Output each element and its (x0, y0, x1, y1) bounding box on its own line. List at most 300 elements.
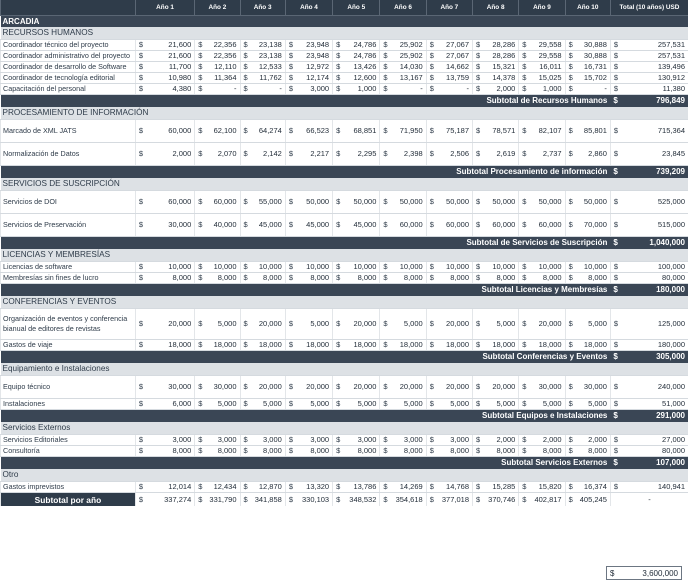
year-cell (473, 273, 519, 284)
year-cell (380, 482, 426, 493)
year-cell (333, 273, 380, 284)
cell-value: 2,000 (542, 435, 562, 444)
cell-value: 8,000 (542, 273, 562, 282)
currency-sign: $ (383, 73, 388, 82)
section-title: CONFERENCIAS Y EVENTOS (1, 296, 688, 309)
year-cell (380, 62, 426, 73)
cell-value: 8,000 (172, 273, 192, 282)
table-row (1, 40, 688, 51)
currency-sign: $ (383, 446, 388, 455)
year-cell (135, 40, 194, 51)
currency-sign: $ (198, 149, 203, 158)
subtotal-value: 796,849 (656, 96, 685, 105)
year-cell (240, 273, 285, 284)
cell-value: 8,000 (357, 446, 377, 455)
currency-sign: $ (288, 262, 293, 271)
currency-sign: $ (288, 482, 293, 491)
currency-sign: $ (429, 494, 434, 504)
year-cell (519, 73, 565, 84)
subtotal-label: Subtotal Procesamiento de información (1, 166, 611, 179)
year-cell (285, 273, 332, 284)
cell-value: 5,000 (310, 319, 330, 328)
table-row (1, 191, 688, 214)
per-year-cell (473, 493, 519, 507)
per-year-subtotal-row (1, 493, 688, 507)
cell-value: 50,000 (583, 197, 607, 206)
currency-sign: $ (522, 126, 527, 135)
currency-sign: $ (522, 73, 527, 82)
year-cell (426, 482, 472, 493)
cell-value: 337,274 (164, 494, 192, 504)
cell-value: 15,702 (583, 73, 607, 82)
cell-value: 1,000 (542, 84, 562, 93)
cell-value: 85,801 (583, 126, 607, 135)
year-cell (380, 446, 426, 457)
cell-value: 8,000 (263, 446, 282, 455)
year-cell (195, 399, 240, 410)
cell-value: 5,000 (217, 399, 237, 408)
subtotal-label: Subtotal Licencias y Membresías (1, 284, 611, 297)
cell-value: 20,000 (446, 382, 469, 391)
row-total-cell (610, 262, 688, 273)
year-cell (519, 262, 565, 273)
currency-sign: $ (383, 273, 388, 282)
year-cell (195, 51, 240, 62)
year-cell (135, 482, 194, 493)
currency-sign: $ (336, 197, 341, 206)
subtotal-value-cell (610, 237, 688, 250)
cell-value: 330,103 (301, 494, 330, 504)
section-title: RECURSOS HUMANOS (1, 27, 688, 40)
section-header (1, 422, 688, 435)
currency-sign: $ (198, 446, 203, 455)
currency-sign: $ (288, 149, 293, 158)
year-cell (565, 435, 610, 446)
cell-value: 80,000 (662, 273, 685, 282)
year-cell (195, 73, 240, 84)
year-header: Año 8 (473, 0, 519, 16)
currency-sign: $ (429, 382, 434, 391)
currency-sign: $ (613, 340, 619, 349)
year-cell (240, 309, 285, 340)
cell-value: 15,285 (492, 482, 516, 491)
currency-sign: $ (429, 446, 434, 455)
cell-value: 8,000 (496, 446, 516, 455)
currency-sign: $ (243, 149, 248, 158)
currency-sign: $ (613, 167, 618, 176)
year-cell (333, 214, 380, 237)
year-cell (135, 191, 194, 214)
row-total-cell (610, 51, 688, 62)
row-total-cell (610, 73, 688, 84)
cell-value: 2,000 (172, 149, 192, 158)
currency-sign: $ (613, 319, 619, 328)
cell-value: 29,558 (538, 51, 562, 60)
cell-value: 14,378 (492, 73, 516, 82)
currency-sign: $ (243, 126, 248, 135)
subtotal-value: 305,000 (656, 352, 685, 361)
currency-sign: $ (288, 494, 293, 504)
year-cell (565, 143, 610, 166)
cell-value: 29,558 (538, 40, 562, 49)
cell-value: 377,018 (441, 494, 469, 504)
year-cell (380, 191, 426, 214)
cell-value: 5,000 (542, 399, 562, 408)
currency-sign: $ (383, 262, 388, 271)
year-cell (380, 273, 426, 284)
currency-sign: $ (522, 262, 527, 271)
currency-sign: $ (336, 399, 341, 408)
cell-value: 30,000 (168, 220, 192, 229)
cell-value: 18,000 (353, 340, 377, 349)
year-cell (285, 73, 332, 84)
cell-value: 12,533 (258, 62, 282, 71)
currency-sign: $ (138, 40, 144, 49)
section-header (1, 249, 688, 262)
year-cell (473, 214, 519, 237)
year-header: Año 9 (519, 0, 565, 16)
currency-sign: $ (336, 494, 341, 504)
currency-sign: $ (476, 84, 481, 93)
cell-value: 5,000 (310, 399, 330, 408)
table-row (1, 482, 688, 493)
year-cell (240, 62, 285, 73)
year-cell (135, 73, 194, 84)
table-row (1, 84, 688, 95)
row-label: Servicios de DOI (1, 191, 136, 214)
currency-sign: $ (568, 382, 573, 391)
year-header: Año 10 (565, 0, 610, 16)
year-cell (473, 51, 519, 62)
cell-value: 25,902 (399, 51, 423, 60)
cell-value: 13,786 (353, 482, 377, 491)
year-cell (519, 340, 565, 351)
per-year-cell (195, 493, 240, 507)
cell-value: 8,000 (496, 273, 516, 282)
year-cell (195, 482, 240, 493)
currency-sign: $ (198, 273, 203, 282)
cell-value: 2,860 (588, 149, 607, 158)
year-cell (195, 191, 240, 214)
currency-sign: $ (429, 340, 434, 349)
currency-sign: $ (429, 73, 434, 82)
year-cell (240, 40, 285, 51)
year-cell (380, 435, 426, 446)
currency-sign: $ (288, 319, 293, 328)
currency-sign: $ (336, 382, 341, 391)
cell-value: 18,000 (168, 340, 192, 349)
cell-value: 8,000 (310, 273, 330, 282)
currency-sign: $ (243, 51, 248, 60)
per-year-label: Subtotal por año (1, 493, 136, 507)
currency-sign: $ (476, 197, 481, 206)
cell-value: 14,269 (399, 482, 423, 491)
year-cell (285, 340, 332, 351)
cell-value: 30,888 (583, 51, 607, 60)
currency-sign: $ (138, 84, 144, 93)
section-header (1, 296, 688, 309)
currency-sign: $ (138, 197, 144, 206)
currency-sign: $ (198, 197, 203, 206)
year-cell (426, 309, 472, 340)
year-cell (240, 340, 285, 351)
year-cell (135, 399, 194, 410)
cell-value: 2,142 (263, 149, 282, 158)
year-header: Año 4 (285, 0, 332, 16)
cell-value: 24,786 (353, 40, 377, 49)
cell-value: 18,000 (538, 340, 562, 349)
year-cell (473, 62, 519, 73)
currency-sign: $ (476, 482, 481, 491)
per-year-cell (426, 493, 472, 507)
currency-sign: $ (243, 446, 248, 455)
year-cell (285, 399, 332, 410)
row-label: Coordinador de desarrollo de Software (1, 62, 136, 73)
currency-sign: $ (613, 238, 618, 247)
cell-value: 2,000 (496, 435, 516, 444)
currency-sign: $ (336, 62, 341, 71)
currency-sign: $ (288, 446, 293, 455)
cell-value: 70,000 (583, 220, 607, 229)
cell-value: 5,000 (588, 319, 607, 328)
subtotal-value: 107,000 (656, 458, 685, 467)
cell-value: 10,000 (399, 262, 423, 271)
year-cell (195, 435, 240, 446)
cell-value: 28,286 (492, 40, 516, 49)
currency-sign: $ (613, 446, 619, 455)
currency-sign: $ (288, 220, 293, 229)
cell-value: 10,000 (168, 262, 192, 271)
cell-value: 50,000 (306, 197, 330, 206)
cell-value: 23,845 (662, 149, 685, 158)
table-row (1, 262, 688, 273)
cell-value: 8,000 (450, 273, 469, 282)
cell-value: 62,100 (213, 126, 237, 135)
table-row (1, 120, 688, 143)
cell-value: 18,000 (213, 340, 237, 349)
cell-value: 82,107 (538, 126, 562, 135)
currency-sign: $ (429, 399, 434, 408)
currency-sign: $ (336, 482, 341, 491)
currency-sign: $ (383, 435, 388, 444)
cell-value: 22,356 (213, 40, 237, 49)
cell-value: 23,138 (258, 51, 282, 60)
per-year-cell (240, 493, 285, 507)
year-cell (380, 214, 426, 237)
currency-sign: $ (198, 73, 203, 82)
cell-value: 3,000 (403, 435, 423, 444)
cell-value: 2,217 (310, 149, 330, 158)
cell-value: 515,000 (657, 220, 685, 229)
cell-value: 60,000 (399, 220, 423, 229)
row-label: Consultoría (1, 446, 136, 457)
row-total-cell (610, 340, 688, 351)
year-cell (240, 399, 285, 410)
cell-value: 5,000 (496, 399, 516, 408)
year-cell (380, 309, 426, 340)
table-row (1, 309, 688, 340)
year-cell (380, 376, 426, 399)
cell-value: 14,662 (446, 62, 469, 71)
cell-value: 13,759 (446, 73, 469, 82)
year-cell (519, 309, 565, 340)
currency-sign: $ (568, 340, 573, 349)
cell-value: 50,000 (446, 197, 469, 206)
header-corner (1, 0, 136, 16)
year-cell (426, 73, 472, 84)
currency-sign: $ (138, 319, 144, 328)
cell-value: 1,000 (357, 84, 377, 93)
year-cell (285, 262, 332, 273)
cell-value: 5,000 (496, 319, 516, 328)
cell-value: 2,398 (403, 149, 423, 158)
year-cell (240, 84, 285, 95)
row-label: Normalización de Datos (1, 143, 136, 166)
cell-value: 20,000 (399, 382, 423, 391)
row-label: Membresías sin fines de lucro (1, 273, 136, 284)
year-cell (565, 73, 610, 84)
cell-value: 354,618 (395, 494, 423, 504)
subtotal-row (1, 457, 688, 470)
year-cell (240, 376, 285, 399)
cell-value: 10,000 (306, 262, 330, 271)
currency-sign: $ (568, 273, 573, 282)
currency-sign: $ (243, 494, 248, 504)
cell-value: 12,600 (353, 73, 377, 82)
cell-value: 257,531 (657, 40, 685, 49)
year-cell (285, 51, 332, 62)
currency-sign: $ (138, 382, 144, 391)
currency-sign: $ (613, 84, 619, 93)
currency-sign: $ (243, 340, 248, 349)
currency-sign: $ (568, 220, 573, 229)
currency-sign: $ (429, 149, 434, 158)
currency-sign: $ (476, 73, 481, 82)
currency-sign: $ (243, 262, 248, 271)
currency-sign: $ (476, 446, 481, 455)
cell-value: 27,067 (446, 40, 469, 49)
year-cell (333, 84, 380, 95)
cell-value: 68,851 (353, 126, 377, 135)
currency-sign: $ (568, 197, 573, 206)
currency-sign: $ (568, 62, 573, 71)
currency-sign: $ (522, 399, 527, 408)
cell-value: 20,000 (353, 319, 377, 328)
currency-sign: $ (476, 340, 481, 349)
section-title: Servicios Externos (1, 422, 688, 435)
year-cell (135, 376, 194, 399)
currency-sign: $ (198, 51, 203, 60)
year-cell (240, 51, 285, 62)
year-cell (135, 120, 194, 143)
year-cell (195, 273, 240, 284)
year-cell (135, 262, 194, 273)
cell-value: 22,356 (213, 51, 237, 60)
subtotal-row (1, 237, 688, 250)
currency-sign: $ (476, 435, 481, 444)
currency-sign: $ (522, 319, 527, 328)
currency-sign: $ (138, 494, 144, 504)
cell-value: 15,820 (538, 482, 562, 491)
row-label: Servicios de Preservación (1, 214, 136, 237)
cell-value: 10,980 (168, 73, 192, 82)
year-cell (565, 214, 610, 237)
currency-sign: $ (429, 51, 434, 60)
year-cell (333, 191, 380, 214)
year-cell (380, 84, 426, 95)
year-cell (426, 143, 472, 166)
currency-sign: $ (522, 149, 527, 158)
currency-sign: $ (288, 51, 293, 60)
year-cell (135, 273, 194, 284)
year-cell (380, 120, 426, 143)
cell-value: 60,000 (213, 197, 237, 206)
year-cell (285, 143, 332, 166)
year-cell (380, 399, 426, 410)
currency-sign: $ (383, 84, 388, 93)
currency-sign: $ (429, 273, 434, 282)
subtotal-row (1, 410, 688, 423)
per-year-cell (135, 493, 194, 507)
year-cell (135, 214, 194, 237)
currency-sign: $ (476, 126, 481, 135)
cell-value: 11,380 (662, 84, 685, 93)
year-cell (195, 262, 240, 273)
currency-sign: $ (336, 149, 341, 158)
year-cell (333, 376, 380, 399)
currency-sign: $ (613, 51, 619, 60)
row-label: Gastos de viaje (1, 340, 136, 351)
year-cell (240, 214, 285, 237)
currency-sign: $ (476, 319, 481, 328)
cell-value: 405,245 (579, 494, 607, 504)
currency-sign: $ (336, 73, 341, 82)
year-cell (333, 262, 380, 273)
section-header (1, 27, 688, 40)
cell-value: 139,496 (657, 62, 685, 71)
currency-sign: $ (522, 382, 527, 391)
row-total-cell (610, 84, 688, 95)
currency-sign: $ (336, 435, 341, 444)
currency-sign: $ (383, 482, 388, 491)
cell-value: 8,000 (172, 446, 192, 455)
cell-value: 20,000 (168, 319, 192, 328)
currency-sign: $ (383, 197, 388, 206)
year-cell (565, 262, 610, 273)
year-cell (135, 446, 194, 457)
cell-value: 15,321 (492, 62, 516, 71)
section-header (1, 107, 688, 120)
year-cell (565, 40, 610, 51)
cell-value: 10,000 (213, 262, 237, 271)
year-cell (519, 143, 565, 166)
year-cell (565, 482, 610, 493)
currency-sign: $ (288, 84, 293, 93)
cell-value: 370,746 (488, 494, 516, 504)
subtotal-value: 1,040,000 (649, 238, 685, 247)
year-cell (285, 435, 332, 446)
cell-value: 45,000 (258, 220, 282, 229)
currency-sign: $ (243, 435, 248, 444)
year-cell (195, 62, 240, 73)
cell-value: - (234, 84, 237, 93)
cell-value: 50,000 (492, 197, 516, 206)
currency-sign: $ (336, 126, 341, 135)
currency-sign: $ (336, 446, 341, 455)
year-cell (285, 40, 332, 51)
subtotal-value-cell (610, 95, 688, 108)
year-cell (519, 482, 565, 493)
